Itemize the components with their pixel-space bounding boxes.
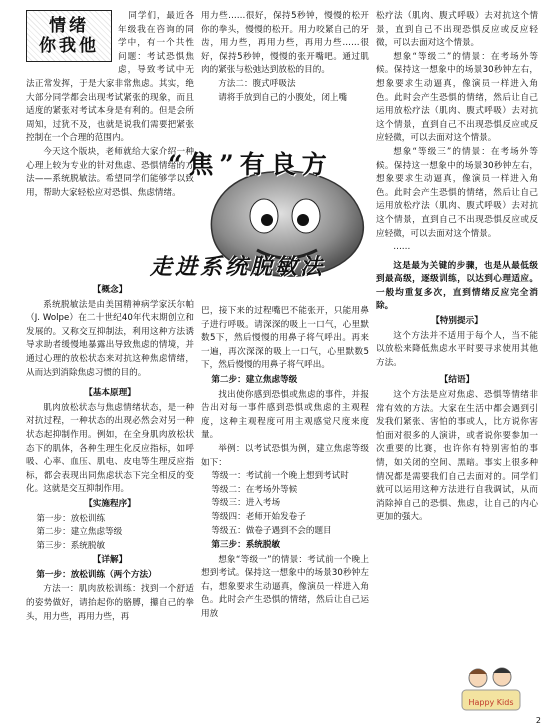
section-heading-concept: 【概念】 [92,285,128,295]
headline-subtitle: 走进系统脱敏法 [150,254,326,280]
headline-graphic [150,148,400,298]
step-list-item: 第三步：系统脱敏 [36,540,106,551]
column2-top-text [201,10,369,105]
step-list-item: 第一步：放松训练 [36,513,106,524]
method2-start: 请将手放到自己的小腹处，闭上嘴 [218,92,348,103]
anxiety-level-item: 等级四：老师开始发卷子 [211,511,306,522]
step1-heading: 第一步：放松训练（两个方法） [36,569,157,580]
section-heading-steps: 【实施程序】 [84,498,136,509]
happy-kids-clipart-icon [460,660,522,712]
conclusion-paragraph: 这个方法是应对焦虑、恐惧等情绪非常有效的方法。大家在生活中都会遇到引发我们紧张、害怕的事或人，比方说你害怕面对很多的人演讲，或者说你要参加一次重要的比赛，也许你有特别害怕的事情，如关闭的空间、黑暗。事实上很多种情况都是需要我们自己去面对的。同学们就可以运用这种方法进行自我调试，从而消除掉自己的恐惧、焦虑，让自己的内心更加的强大。 [376,390,538,523]
method2-continued: 巴，接下来的过程嘴巴不能张开，只能用鼻子进行呼吸。请深深的吸上一口气，心里默数5下，然后慢慢的用鼻子将气呼出。再来一遍，再次深深的吸上一口气，心里默数5下，然后慢慢的用鼻子将气呼出。 [201,306,369,371]
method1-paragraph: 方法一：肌肉放松训练：找到一个舒适的姿势做好，请抬起你的胳膊，攥自己的拳头，用力些，再用力些，再 [26,584,194,622]
step2-heading: 第二步：建立焦虑等级 [211,374,298,385]
anxiety-level-item: 等级二：在考场外等候 [211,484,298,495]
step-list-item: 第二步：建立焦虑等级 [36,527,123,538]
step3-heading: 第三步：系统脱敏 [211,540,281,551]
section-heading-detail: 【详解】 [92,555,128,566]
level3-paragraph: 想象“等级三”的情景：在考场外等候。保持这一想象中的场景30秒钟左右，想象要求生动逼真，像演员一样进入角色。此时会产生恐惧的情绪，然后让自己运用放松疗法（肌肉、腹式呼吸）去对抗这个情景，直到自己不出现恐惧反应或反应轻微，可以去面对这个情景。 [376,146,538,239]
intro-paragraph-2: 今天这个版块，老师就给大家介绍一种心理上较为专业的针对焦虑、恐惧情绪的方法——系统脱敏法。希望同学们能够学以致用，帮助大家轻松应对恐惧、焦虑情绪。 [26,146,194,198]
step2-paragraph: 找出使你感到恐惧或焦虑的事件，并报告出对每一事件感到恐惧或焦虑的主观程度，这种主观程度可用主观感觉尺度来度量。 [201,389,369,441]
anxiety-level-item: 等级五：做卷子遇到不会的题目 [211,525,332,536]
principle-paragraph: 肌肉放松状态与焦虑情绪状态，是一种对抗过程，一种状态的出现必然会对另一种状态起抑制作用。例如，在全身肌肉放松状态下的肌体，各种生理生化反应指标，如呼吸、心率、血压、肌电、皮电等生理反应指标，都会表现出同焦虑状态下完全相反的变化。这就是交互抑制作用。 [26,402,194,495]
column-label-line2: 你我他 [39,36,99,56]
anxiety-level-item: 等级三：进入考场 [211,498,281,509]
column3-text [376,10,538,525]
ellipsis: …… [393,242,411,253]
section-heading-tip: 【特别提示】 [431,316,483,327]
concept-paragraph: 系统脱敏法是由美国精神病学家沃尔帕（J. Wolpe）在二十世纪40年代末期创立和发展的。又称交互抑制法，利用这种方法诱导求助者缓慢地暴露出导致焦虑的情境，并通过心理的放松状态来对抗这种焦虑情绪，从而达到消除焦虑习惯的目的。 [26,299,194,378]
key-step-paragraph: 这是最为关键的步骤，也是从最低级到最高级，逐级训练，以达到心理适应。一般均重复多次，直到情绪反应完全消除。 [376,260,538,312]
intro-paragraph: 同学们，最近各年级我在咨询的同学中，有一个共性问题：考试恐惧焦虑，导致考试中无法正常发挥，于是大家非常焦虑。其实，绝大部分同学都会出现考试紧张的现象，而且适度的紧张对考试本身是有利的。但是会所周知，过犹不及，也就是说我们需要把紧张控制在一个合理的范围内。 [26,11,194,144]
column1-bottom-text [26,283,194,624]
step3-paragraph: 想象“等级一”的情景：考试前一个晚上想到考试。保持这一想象中的场景30秒钟左右，想象要求生动逼真，像演员一样进入角色。此时会产生恐惧的情绪，然后让自己运用放 [201,554,369,620]
headline-title: “焦”有良方 [168,150,333,179]
column2-bottom-text [201,305,369,622]
anxiety-level-item: 等级一：考试前一个晚上想到考试时 [211,471,349,482]
page-number: 2 [535,716,541,725]
kid-picture-text: Happy Kids [468,698,514,707]
column-label-line1: 情绪 [49,16,89,36]
example-paragraph: 举例：以考试恐惧为例，建立焦虑等级如下： [201,443,369,468]
tip-paragraph: 这个方法并不适用于每个人，当不能以放松来降低焦虑水平时要寻求使用其他方法。 [376,330,538,368]
level2-paragraph: 想象“等级二”的情景：在考场外等候。保持这一想象中的场景30秒钟左右，想象要求生动逼真，像演员一样进入角色。此时会产生恐惧的情绪，然后让自己运用放松疗法（肌肉、腹式呼吸）去对抗这个情景，直到自己不出现恐惧反应或反应轻微，可以去面对这个情景。 [376,51,538,144]
method1-continued: 用力些……很好，保持5秒钟，慢慢的松开你的拳头，慢慢的松开。用力咬紧自己的牙齿，用力些，再用力些，再用力些……很好，保持5秒钟，慢慢的张开嘴吧。通过肌肉的紧张与松弛达到放松的目的。 [201,11,369,76]
level1-continued: 松疗法（肌肉、腹式呼吸）去对抗这个情景，直到自己不出现恐惧反应或反应轻微，可以去面对这个情景。 [376,11,538,49]
method2-title: 方法二：腹式呼吸法 [218,78,296,89]
section-heading-principle: 【基本原理】 [84,388,136,399]
section-heading-conclusion: 【结语】 [439,375,475,386]
